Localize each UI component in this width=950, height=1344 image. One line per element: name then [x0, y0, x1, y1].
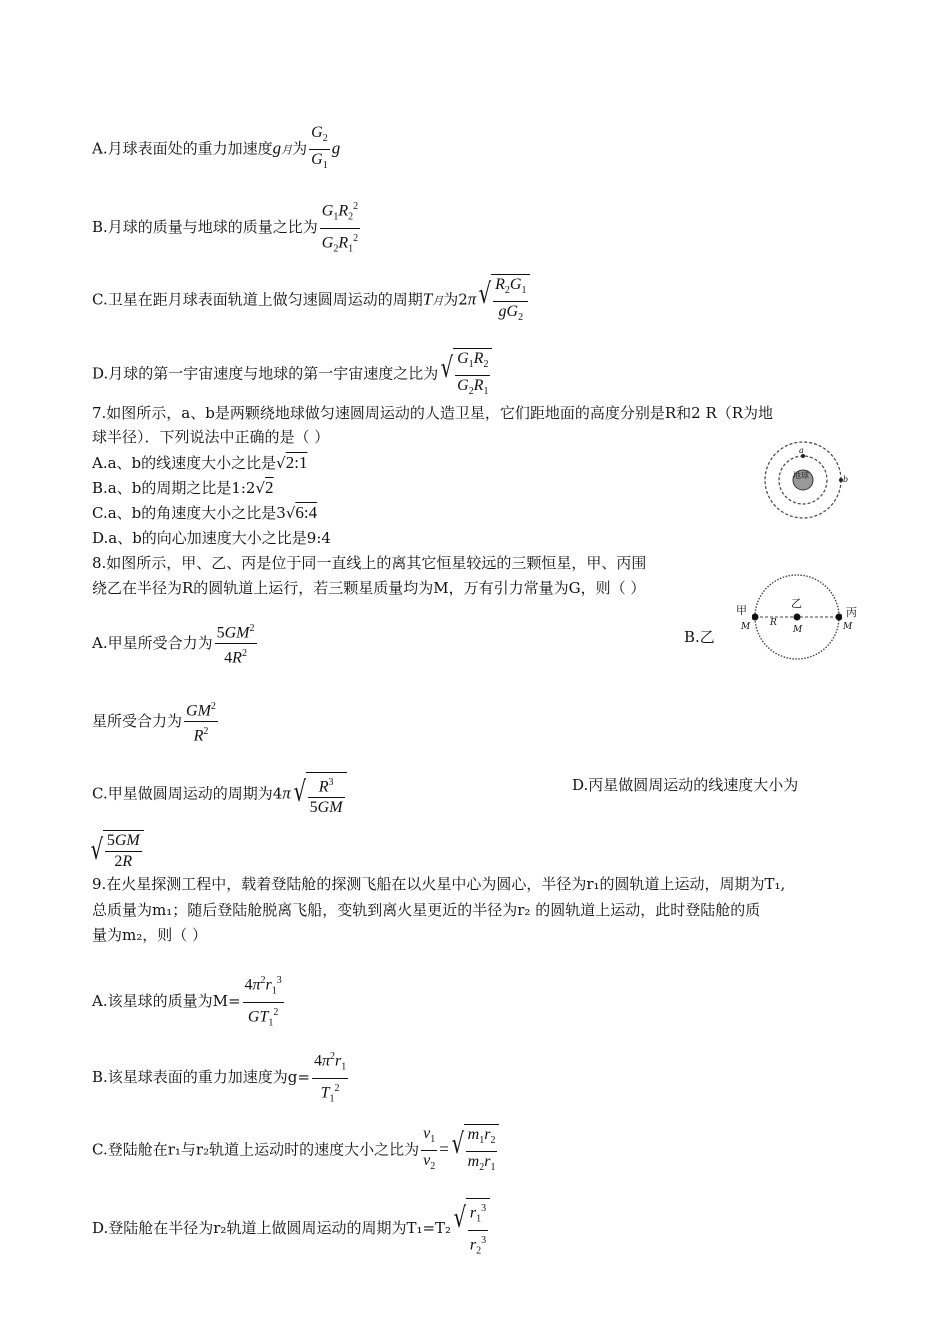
star-yi-label: 乙: [791, 597, 802, 610]
q9-option-c: C.登陆舱在r₁与r₂轨道上运动时的速度大小之比为 $\frac{v_1}{v_2}$ = √ $\frac{m_1r_2}{m_2r_1}$: [92, 1124, 499, 1177]
q9-c-fraction: $\frac{v_1}{v_2}$: [423, 1125, 436, 1173]
earth-label: 地球: [793, 471, 809, 480]
q8-stem-line1: 8.如图所示，甲、乙、丙是位于同一直线上的离其它恒星较远的三颗恒星，甲、丙围: [92, 554, 647, 572]
satellite-b-label: b: [843, 475, 849, 484]
q6-b-fraction: $\frac{G_1R_2^2}{G_2R_1^2}$: [320, 198, 360, 258]
star-jia-label: 甲: [736, 604, 747, 617]
q8-d-value: [88, 830, 144, 871]
q7-stem-line2: 球半径）．下列说法中正确的是（ ）: [92, 428, 330, 446]
q8-b-fraction: $\frac{GM^2}{R^2}$: [184, 698, 218, 746]
q8-option-b: 星所受合力为 $\frac{GM^2}{R^2}$: [92, 698, 220, 746]
q6-option-b: B.月球的质量与地球的质量之比为 $\frac{G_1R_2^2}{G_2R_1^2}$: [92, 198, 362, 258]
q8-option-b-start: B.乙: [684, 628, 715, 646]
q6-a-text: A.月球表面处的重力加速度: [92, 139, 273, 158]
q9-stem-line3: 量为m₂，则（ ）: [92, 926, 208, 944]
q9-option-a: A.该星球的质量为M= $\frac{4\pi^2r_1^3}{GT_1^2}$: [92, 972, 286, 1032]
q8-option-c: C.甲星做圆周运动的周期为4π √ $\frac{R^3}{5GM}$: [92, 772, 347, 817]
star-bing-dot: [836, 614, 843, 621]
q8-option-a: A.甲星所受合力为 $\frac{5GM^2}{4R^2}$: [92, 620, 259, 668]
q8-a-fraction: $\frac{5GM^2}{4R^2}$: [215, 620, 257, 668]
q8-star-figure: [752, 572, 842, 662]
q8-d-sqrt: √ $\frac{5GM}{2R}$: [88, 830, 144, 871]
q7-option-c: C.a、b的角速度大小之比是3√6:4: [92, 503, 318, 522]
q9-a-fraction: $\frac{4\pi^2r_1^3}{GT_1^2}$: [243, 972, 284, 1032]
q9-option-d: D.登陆舱在半径为r₂轨道上做圆周运动的周期为T₁=T₂ √ $\frac{r_1^3}{r_2^3}$: [92, 1198, 490, 1260]
star-jia-mass: M: [741, 622, 751, 632]
q9-stem-line1: 9.在火星探测工程中，载着登陆舱的探测飞船在以火星中心为圆心，半径为r₁的圆轨道上运动，周期为T₁,: [92, 875, 786, 893]
q9-option-b: B.该星球表面的重力加速度为g= $\frac{4\pi^2r_1}{T_1^2}$: [92, 1048, 350, 1108]
q8-stem-line2: 绕乙在半径为R的圆轨道上运行，若三颗星质量均为M，万有引力常量为G，则（ ）: [92, 579, 646, 597]
star-bing-label: 丙: [846, 606, 857, 619]
q6-d-sqrt: √ $\frac{G_1R_2}{G_2R_1}$: [438, 348, 492, 401]
q9-b-fraction: $\frac{4\pi^2r_1}{T_1^2}$: [312, 1048, 348, 1108]
q6-option-d: D.月球的第一宇宙速度与地球的第一宇宙速度之比为 √ $\frac{G_1R_2}{G_2R_1}$: [92, 348, 492, 401]
q8-option-d: D.丙星做圆周运动的线速度大小为: [572, 776, 799, 794]
star-bing-mass: M: [843, 622, 853, 632]
q7-option-d: D.a、b的向心加速度大小之比是9:4: [92, 529, 331, 547]
q8-c-sqrt: √ $\frac{R^3}{5GM}$: [291, 772, 347, 817]
satellite-a-label: a: [799, 446, 804, 455]
star-jia-dot: [752, 614, 759, 621]
q6-option-c: C.卫星在距月球表面轨道上做匀速圆周运动的周期T月为2π √ $\frac{R_2G_1}{gG_2}$: [92, 274, 530, 327]
q9-d-sqrt: √ $\frac{r_1^3}{r_2^3}$: [451, 1198, 490, 1260]
star-yi-mass: M: [793, 625, 803, 635]
q7-option-b: B.a、b的周期之比是1:2√2: [92, 478, 274, 497]
star-yi-dot: [794, 614, 801, 621]
q6-a-fraction: $\frac{G_2}{G_1}$: [311, 124, 328, 172]
q6-option-a: A.月球表面处的重力加速度g月为 $\frac{G_2}{G_1}$ g: [92, 124, 340, 175]
q6-c-sqrt: √ $\frac{R_2G_1}{gG_2}$: [476, 274, 530, 327]
q7-stem-line1: 7.如图所示，a、b是两颗绕地球做匀速圆周运动的人造卫星，它们距地面的高度分别是R和2 R（R为地: [92, 404, 774, 422]
radius-label: R: [770, 618, 777, 628]
q7-option-a: A.a、b的线速度大小之比是√2:1: [92, 453, 308, 472]
q9-c-sqrt: √ $\frac{m_1r_2}{m_2r_1}$: [449, 1124, 500, 1177]
q9-stem-line2: 总质量为m₁；随后登陆舱脱离飞船，变轨到离火星更近的半径为r₂ 的圆轨道上运动，此时登陆舱的质: [92, 901, 761, 919]
